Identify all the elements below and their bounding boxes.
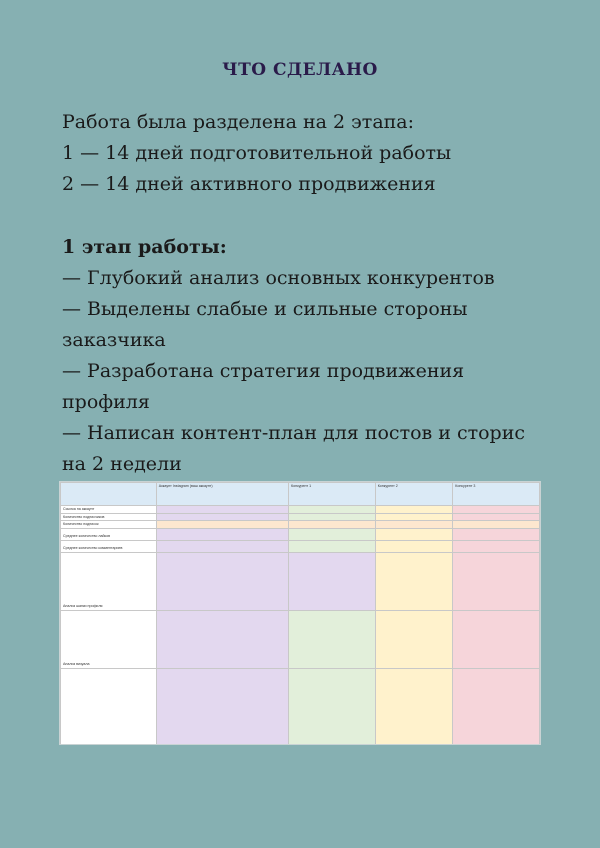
table-header-row	[61, 483, 540, 506]
table-cell	[453, 552, 540, 610]
intro-block	[62, 107, 562, 200]
table-cell: Среднее количество лайков	[61, 528, 157, 540]
table-header-cell: Аккаунт Instagram (ваш аккаунт)	[156, 483, 288, 506]
stage1-block	[62, 232, 542, 480]
table-cell	[61, 668, 157, 744]
table-cell: Анализ шапки профиля	[61, 552, 157, 610]
table-cell	[289, 610, 376, 668]
table-cell	[375, 668, 453, 744]
table-cell	[453, 513, 540, 521]
competitor-analysis-table-image	[60, 482, 540, 744]
table-row	[61, 552, 540, 610]
table-cell	[289, 668, 376, 744]
table-row	[61, 528, 540, 540]
table-cell	[453, 528, 540, 540]
table-cell: Среднее количество комментариев	[61, 540, 157, 552]
stage1-item: — Написан контент-план для постов и сторис на 2 недели	[62, 422, 526, 475]
table-row	[61, 521, 540, 529]
stage1-item: — Глубокий анализ основных конкурентов	[62, 267, 495, 289]
table-cell	[375, 521, 453, 529]
table-cell	[453, 610, 540, 668]
table-cell	[453, 506, 540, 514]
table-row	[61, 513, 540, 521]
table-cell: Количество подписчиков	[61, 513, 157, 521]
table-row	[61, 506, 540, 514]
table-cell	[289, 513, 376, 521]
stage1-heading: 1 этап работы:	[62, 236, 227, 258]
stage1-item: — Выделены слабые и сильные стороны заказчика	[62, 298, 468, 351]
page-title: ЧТО СДЕЛАНО	[222, 60, 378, 80]
table-row	[61, 610, 540, 668]
table-cell	[453, 668, 540, 744]
intro-line: 2 — 14 дней активного продвижения	[62, 173, 436, 195]
table-cell	[289, 528, 376, 540]
table-cell	[375, 528, 453, 540]
table-cell	[156, 521, 288, 529]
table-cell: Ссылка на аккаунт	[61, 506, 157, 514]
intro-line: Работа была разделена на 2 этапа:	[62, 111, 415, 133]
stage1-item: — Разработана стратегия продвижения профиля	[62, 360, 465, 413]
table-row	[61, 668, 540, 744]
table-cell	[289, 540, 376, 552]
table-header-cell: Конкурент 3	[453, 483, 540, 506]
table-cell	[375, 506, 453, 514]
table-cell: Количество подписок	[61, 521, 157, 529]
table-cell: Анализ визуала	[61, 610, 157, 668]
table-header-cell	[61, 483, 157, 506]
table-header-cell: Конкурент 2	[375, 483, 453, 506]
table-cell	[156, 528, 288, 540]
table-cell	[289, 552, 376, 610]
table-cell	[375, 513, 453, 521]
intro-line: 1 — 14 дней подготовительной работы	[62, 142, 452, 164]
table-cell	[156, 540, 288, 552]
table-cell	[289, 506, 376, 514]
table-cell	[156, 513, 288, 521]
table-cell	[156, 506, 288, 514]
table-cell	[156, 552, 288, 610]
table-cell	[375, 610, 453, 668]
table-cell	[289, 521, 376, 529]
table-cell	[375, 540, 453, 552]
table-cell	[375, 552, 453, 610]
table-cell	[453, 540, 540, 552]
table-cell	[156, 610, 288, 668]
table-header-cell: Конкурент 1	[289, 483, 376, 506]
table-row	[61, 540, 540, 552]
table-cell	[453, 521, 540, 529]
table-cell	[156, 668, 288, 744]
